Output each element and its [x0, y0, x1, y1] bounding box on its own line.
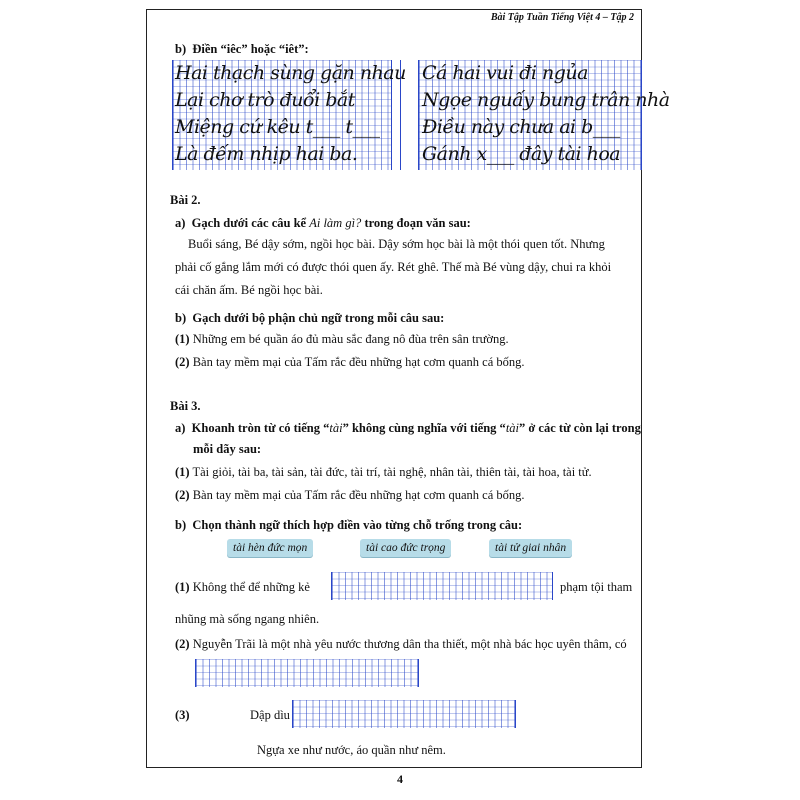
bai3-a-title-line-2: mỗi dãy sau: [193, 442, 262, 456]
handwriting-right-line-2: Ngọe nguấy bung trân nhà [422, 89, 670, 111]
bai3-b-title: b) Chọn thành ngữ thích hợp điền vào từng chỗ trống trong câu: [175, 518, 523, 532]
q2-answer-grid[interactable] [195, 659, 419, 687]
bai2-item-1: (1) Những em bé quần áo đủ màu sắc đang nô đùa trên sân trường. [175, 332, 509, 346]
q1-answer-grid[interactable] [331, 572, 553, 600]
bai3-q1-post: phạm tội tham [560, 580, 633, 594]
bai2-b-title: b) Gạch dưới bộ phận chủ ngữ trong mỗi câu sau: [175, 311, 445, 325]
handwriting-right-line-3: Điều này chưa ai b___ [422, 116, 620, 138]
idiom-option-1[interactable]: tài hèn đức mọn [227, 539, 313, 557]
bai2-paragraph-line-2: phải cố gắng lắm mới có được thói quen ấy. Rét ghê. Thế mà Bé vùng dậy, chui ra khỏi [175, 260, 612, 274]
part-b1-label: b) Điền “iêc” hoặc “iêt”: [175, 42, 309, 56]
bai3-q2-text: (2) Nguyễn Trãi là một nhà yêu nước thương dân tha thiết, một nhà bác học uyên thâm, có [175, 637, 627, 651]
bai3-a-item-2: (2) Bàn tay mềm mại của Tấm rắc đều những hạt cơm quanh cá bống. [175, 488, 525, 502]
handwriting-right-line-1: Cá hai vui đi ngủa [422, 62, 588, 84]
handwriting-right-line-4: Gánh x___ đây tài hoa [422, 143, 621, 165]
page-header: Bài Tập Tuần Tiếng Việt 4 – Tập 2 [490, 12, 634, 23]
bai3-q1-text: (1) Không thể để những kẻ [175, 580, 310, 594]
bai2-item-2: (2) Bàn tay mềm mại của Tấm rắc đều những hạt cơm quanh cá bống. [175, 355, 525, 369]
bai2-heading: Bài 2. [170, 193, 201, 207]
idiom-option-2[interactable]: tài cao đức trọng [360, 539, 451, 557]
part-b1-title: Điền “iêc” hoặc “iêt”: [192, 42, 309, 56]
idiom-option-3[interactable]: tài tử giai nhân [489, 539, 572, 557]
bai3-heading: Bài 3. [170, 399, 201, 413]
q3-answer-grid[interactable] [292, 700, 516, 728]
page-number: 4 [397, 772, 403, 786]
handwriting-left-line-1: Hai thạch sùng gặn nhau [175, 62, 406, 84]
handwriting-left-line-2: Lại chơ trò đuổi bắt [175, 89, 355, 111]
bai3-q3-num: (3) [175, 708, 190, 722]
bai3-a-item-1: (1) Tài giỏi, tài ba, tài sản, tài đức, tài trí, tài nghệ, nhân tài, thiên tài, tài hoa, tài tử. [175, 465, 592, 479]
handwriting-left-line-3: Miệng cứ kêu t___ t___ [175, 116, 380, 138]
bai2-paragraph-line-3: cái chăn ấm. Bé ngồi học bài. [175, 283, 323, 297]
bai3-q1-line-2: nhũng mà sống ngang nhiên. [175, 612, 320, 626]
handwriting-left-line-4: Là đếm nhịp hai ba. [175, 143, 358, 165]
bai2-paragraph-line-1: Buổi sáng, Bé dậy sớm, ngồi học bài. Dậy sớm học bài là một thói quen tốt. Nhưng [188, 237, 605, 251]
bai3-q3-pre: Dập dìu [250, 708, 290, 722]
bai3-q3-line-2: Ngựa xe như nước, áo quần như nêm. [257, 743, 446, 757]
bai3-a-title-line-1: a) Khoanh tròn từ có tiếng “tài” không cùng nghĩa với tiếng “tài” ở các từ còn lại trong [175, 421, 641, 435]
bai2-a-title: a) Gạch dưới các câu kể Ai làm gì? trong đoạn văn sau: [175, 216, 471, 230]
